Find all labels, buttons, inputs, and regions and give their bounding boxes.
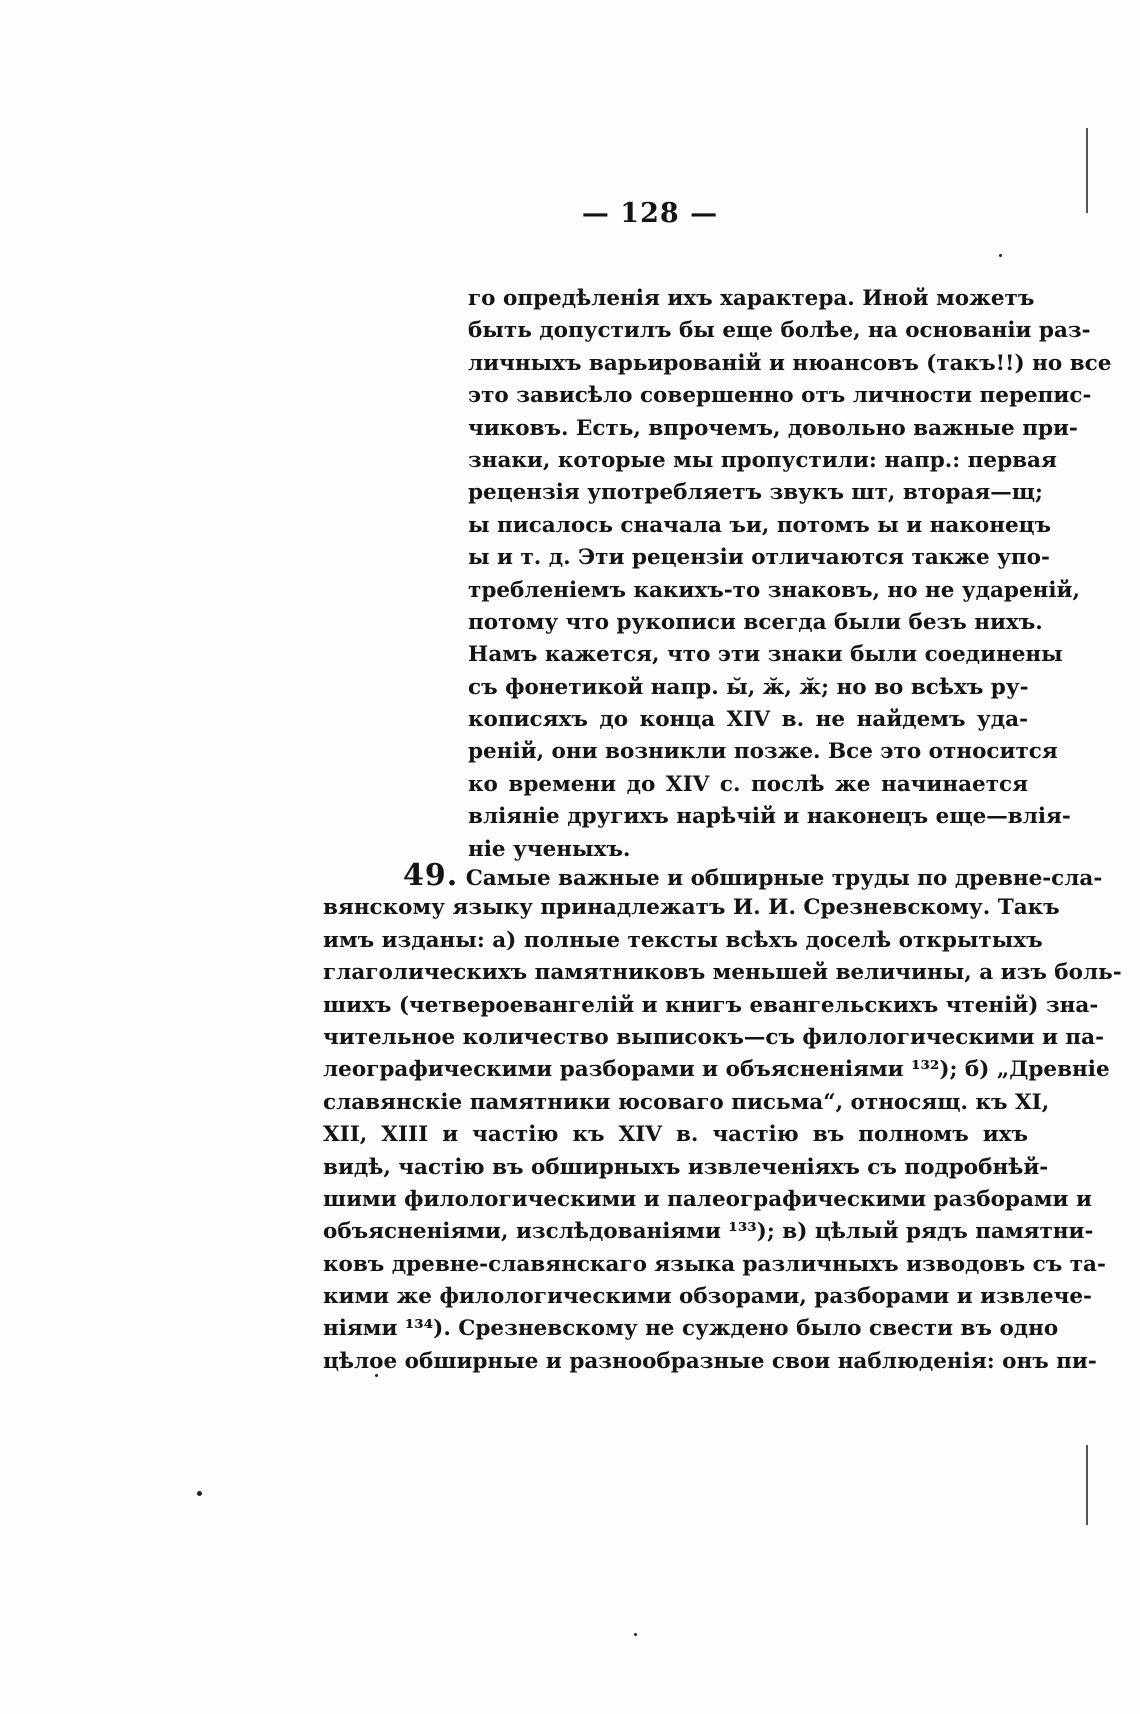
text-line: го опредѣленія ихъ характера. Иной можетъ	[468, 286, 1035, 311]
section-number: 49.	[403, 858, 459, 893]
text-line: ы и т. д. Эти рецензіи отличаются также упо-	[468, 545, 1050, 571]
text-line: кими же филологическими обзорами, разборами и извлече-	[323, 1284, 1092, 1310]
text-line: объясненіями, изслѣдованіями ¹³³); в) цѣлый рядъ памятни-	[323, 1219, 1094, 1245]
paragraph-49	[323, 858, 1122, 1378]
page-number: — 128 —	[581, 198, 719, 229]
text-line: вянскому языку принадлежатъ И. И. Срезневскому. Такъ	[323, 895, 1060, 921]
scan-edge-mark	[1086, 1445, 1088, 1525]
text-line: ковъ древне-славянскаго языка различныхъ изводовъ съ та-	[323, 1251, 1106, 1277]
scan-edge-mark	[1086, 128, 1088, 213]
text-line: XII, XIII и частію къ XIV в. частію въ полномъ ихъ	[323, 1122, 1028, 1148]
text-line: чительное количество выписокъ—съ филологическими и па-	[323, 1024, 1105, 1050]
text-line: это зависѣло совершенно отъ личности перепис-	[468, 383, 1092, 409]
scan-speck	[197, 1491, 202, 1496]
text-line: вліяніе другихъ нарѣчій и наконецъ еще—влія-	[468, 804, 1071, 830]
text-line-first	[323, 858, 1103, 893]
text-line: быть допустилъ бы еще болѣе, на основаніи раз-	[468, 318, 1091, 344]
text-line: видѣ, частію въ обширныхъ извлеченіяхъ съ подробнѣй-	[323, 1154, 1049, 1180]
text-line: требленіемъ какихъ-то знаковъ, но не удареній,	[468, 577, 1080, 603]
text-line: славянскіе памятники юсоваго письма“, относящ. къ XI,	[323, 1089, 1050, 1115]
text-line: цѣлое обширные и разнообразные свои наблюденія: онъ пи-	[323, 1348, 1097, 1374]
text-line: потому что рукописи всегда были безъ нихъ.	[468, 609, 1043, 635]
text-line: ніями ¹³⁴). Срезневскому не суждено было свести въ одно	[323, 1316, 1059, 1342]
text-line: глаголическихъ памятниковъ меньшей величины, а изъ боль-	[323, 960, 1122, 986]
text-line: личныхъ варьированій и нюансовъ (такъ!!) но все	[468, 350, 1112, 376]
scan-speck	[999, 254, 1002, 257]
paragraph-continuation	[468, 283, 1112, 866]
scan-speck	[375, 1374, 378, 1377]
text-line: ніе ученыхъ.	[468, 836, 631, 862]
text-line: рецензія употребляетъ звукъ шт, вторая—щ;	[468, 480, 1043, 506]
text-line: ко времени до XIV с. послѣ же начинается	[468, 771, 1028, 797]
text-line: чиковъ. Есть, впрочемъ, довольно важные при-	[468, 415, 1078, 441]
text-line: реній, они возникли позже. Все это относится	[468, 739, 1058, 765]
text-line: Намъ кажется, что эти знаки были соединены	[468, 642, 1063, 668]
text-line: кописяхъ до конца XIV в. не найдемъ уда-	[468, 707, 1028, 733]
text-line: шими филологическими и палеографическими разборами и	[323, 1186, 1092, 1212]
scan-speck	[634, 1633, 637, 1636]
text-line-first-rest: Самые важные и обширные труды по древне-сла-	[458, 866, 1103, 891]
text-line: съ фонетикой напр. ы̆, ӂ, ӂ; но во всѣхъ ру-	[468, 674, 1029, 700]
text-line: знаки, которые мы пропустили: напр.: первая	[468, 447, 1057, 473]
text-line: имъ изданы: а) полные тексты всѣхъ доселѣ открытыхъ	[323, 927, 1043, 953]
text-line: ы писалось сначала ъи, потомъ ы и наконецъ	[468, 512, 1052, 538]
text-line: леографическими разборами и объясненіями ¹³²); б) „Древніе	[323, 1057, 1110, 1083]
text-line: шихъ (четвероевангелій и книгъ евангельскихъ чтеній) зна-	[323, 992, 1099, 1018]
